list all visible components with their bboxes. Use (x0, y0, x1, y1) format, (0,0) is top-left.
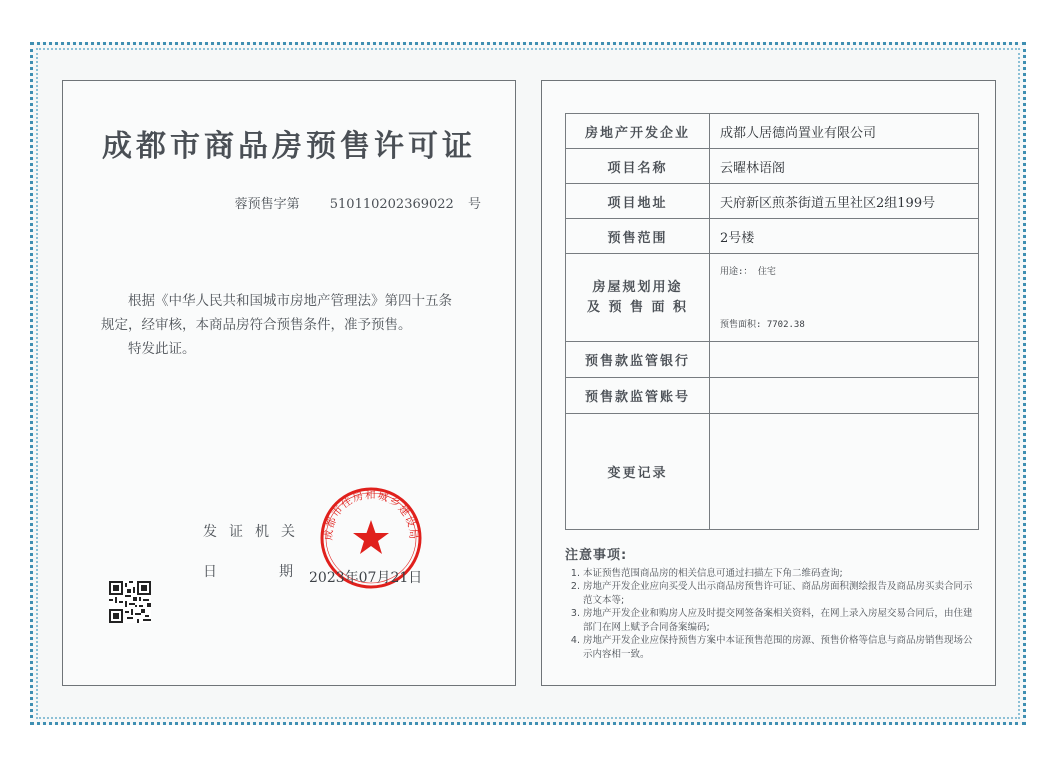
certificate-title: 成都市商品房预售许可证 (102, 129, 476, 164)
body-line-1: 根据《中华人民共和国城市房地产管理法》第四十五条 (128, 293, 452, 309)
seal-text: 成都市住房和城乡建设局 (322, 489, 420, 541)
seal-star-icon (353, 520, 389, 554)
issue-date: 2023年07月21日 (309, 570, 423, 586)
permit-number: 510110202369022 (329, 197, 454, 212)
escrow-bank-label: 预售款监管银行 (566, 342, 710, 378)
certificate-front-panel (62, 80, 516, 686)
project-name-value: 云曜林语阁 (710, 149, 979, 184)
project-address-value: 天府新区煎茶街道五里社区2组199号 (710, 184, 979, 219)
presale-scope-label: 预售范围 (566, 219, 710, 254)
table-row (566, 184, 979, 219)
escrow-account-label: 预售款监管账号 (566, 378, 710, 414)
body-line-2: 规定，经审核，本商品房符合预售条件，准予预售。 (101, 317, 412, 333)
usage-area-label-line-2: 及 预 售 面 积 (586, 299, 689, 315)
issuing-authority-label: 发证机关 (203, 524, 307, 540)
table-row (566, 414, 979, 530)
table-row (566, 219, 979, 254)
presale-scope-value: 2号楼 (710, 219, 979, 254)
date-label-char-1: 日 (203, 564, 217, 580)
permit-number-line (225, 193, 481, 212)
permit-suffix: 号 (467, 197, 481, 212)
certificate-details-panel (541, 80, 996, 686)
area-text: 预售面积: 7702.38 (720, 320, 805, 330)
qr-code-icon[interactable] (109, 581, 151, 623)
list-item: 2. 房地产开发企业应向买受人出示商品房预售许可证、商品房面积测绘报告及商品房买卖合同示范文本等; (583, 580, 977, 607)
notes-title: 注意事项: (565, 548, 628, 563)
notes-list (565, 567, 977, 662)
date-label (203, 561, 293, 581)
table-row (566, 254, 979, 342)
details-table (565, 113, 979, 530)
table-row (566, 378, 979, 414)
usage-area-label-line-1: 房屋规划用途 (592, 279, 683, 295)
project-address-label: 项目地址 (566, 184, 710, 219)
escrow-bank-value (710, 342, 979, 378)
developer-label: 房地产开发企业 (566, 114, 710, 149)
escrow-account-value (710, 378, 979, 414)
list-item: 3. 房地产开发企业和购房人应及时提交网签备案相关资料，在网上录入房屋交易合同后，由住建部门在网上赋予合同备案编码; (583, 607, 977, 634)
change-record-value (710, 414, 979, 530)
developer-value: 成都人居德尚置业有限公司 (710, 114, 979, 149)
body-line-3: 特发此证。 (128, 341, 196, 357)
permit-prefix: 蓉预售字第 (234, 197, 300, 212)
project-name-label: 项目名称 (566, 149, 710, 184)
date-label-char-2: 期 (279, 564, 293, 580)
table-row (566, 342, 979, 378)
list-item: 4. 房地产开发企业应保持预售方案中本证预售范围的房源、预售价格等信息与商品房销售现场公示内容相一致。 (583, 634, 977, 661)
certificate-body (101, 289, 491, 361)
usage-text: 用途:： 住宅 (720, 267, 776, 277)
notes-section (565, 549, 977, 661)
usage-area-label (566, 254, 710, 342)
usage-area-value (710, 254, 979, 342)
change-record-label: 变更记录 (566, 414, 710, 530)
list-item: 1. 本证预售范围商品房的相关信息可通过扫描左下角二维码查询; (583, 567, 977, 581)
table-row (566, 114, 979, 149)
table-row (566, 149, 979, 184)
